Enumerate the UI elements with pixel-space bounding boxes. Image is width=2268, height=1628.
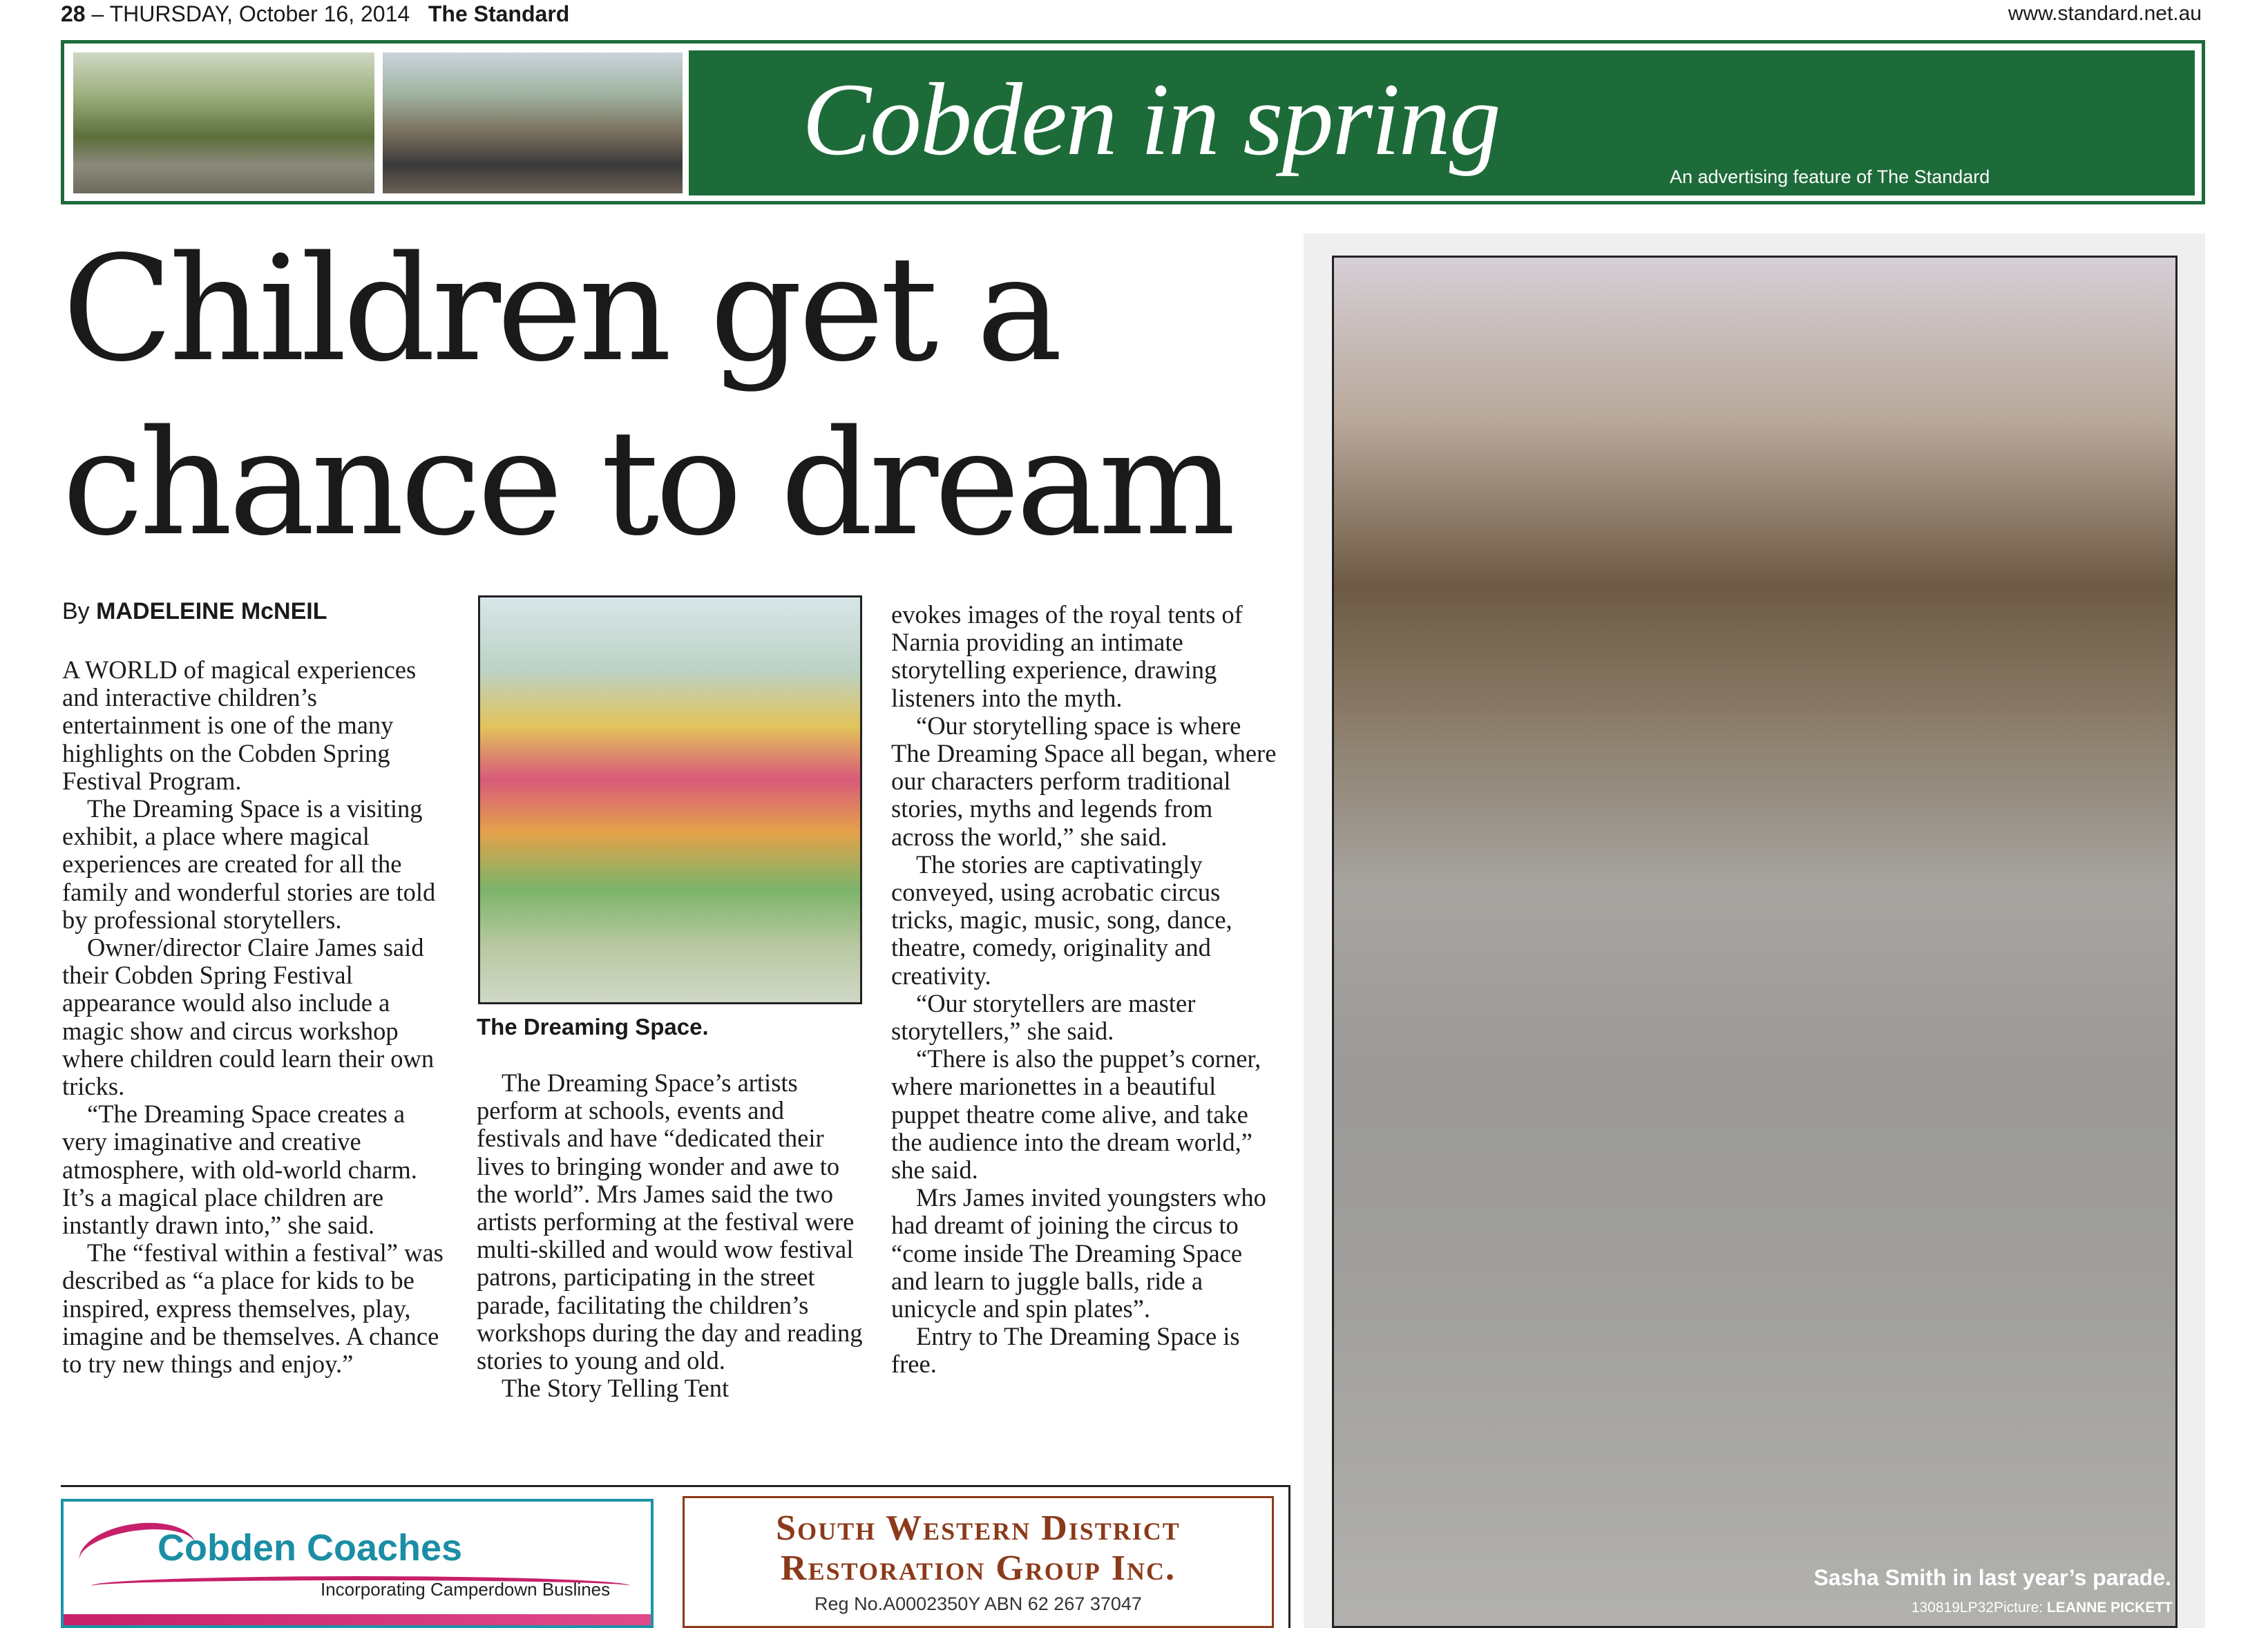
dreaming-space-photo <box>478 595 862 1004</box>
article-column-1 <box>62 656 449 1378</box>
cobden-coaches-ad[interactable] <box>61 1499 654 1628</box>
parade-photo <box>1332 256 2178 1628</box>
restoration-name-line-2: Restoration Group Inc. <box>781 1549 1176 1588</box>
paragraph: Mrs James invited youngsters who had dreamt of joining the circus to “come inside The Dreaming Space and learn to juggle balls, ride a unicycle and spin plates”. <box>891 1183 1266 1323</box>
paragraph: The Dreaming Space’s artists perform at schools, events and festivals and have “dedicated their lives to bringing wonder and awe to the world”. Mrs James said the two artists performing at the festival were multi-skilled and would wow festival patrons, participating in the street parade, facilitating the children’s workshops during the day and reading stories to young and old. <box>477 1069 863 1375</box>
restoration-group-ad[interactable] <box>683 1496 1274 1628</box>
article-headline <box>62 222 1306 571</box>
issue-date: – THURSDAY, October 16, 2014 <box>91 1 410 26</box>
website-url: www.standard.net.au <box>2008 2 2202 25</box>
paragraph: “There is also the puppet’s corner, where marionettes in a beautiful puppet theatre come alive, and take the audience into the dream world,” she said. <box>891 1044 1261 1185</box>
paragraph: “Our storytelling space is where The Dreaming Space all began, where our characters perform traditional stories, myths and legends from across the world,” she said. <box>891 711 1277 851</box>
paragraph: “The Dreaming Space creates a very imaginative and creative atmosphere, with old-world charm. It’s a magical place children are instantly drawn into,” she said. <box>62 1100 417 1240</box>
photographer-name: LEANNE PICKETT <box>2046 1600 2173 1616</box>
paragraph: The stories are captivatingly conveyed, using acrobatic circus tricks, magic, music, song, dance, theatre, comedy, originality and creativity. <box>891 850 1232 990</box>
byline-author: MADELEINE McNEIL <box>96 598 327 624</box>
page-number: 28 <box>61 1 86 26</box>
photo-credit-label: Picture: <box>1993 1600 2043 1616</box>
paragraph: Owner/director Claire James said their Cobden Spring Festival appearance would also include a magic show and circus workshop where children could learn their own tricks. <box>62 933 435 1101</box>
paragraph: “Our storytellers are master storytellers,” she said. <box>891 988 1196 1046</box>
coaches-subline: Incorporating Camperdown Buslines <box>321 1579 611 1600</box>
section-banner <box>61 40 2205 204</box>
coaches-company-name: Cobden Coaches <box>158 1527 463 1569</box>
restoration-registration: Reg No.A0002350Y ABN 62 267 37047 <box>814 1593 1142 1614</box>
main-photo-caption: Sasha Smith in last year’s parade. <box>1813 1565 2171 1590</box>
section-tagline: An advertising feature of The Standard <box>1670 166 1990 187</box>
photo-credit <box>1912 1600 2173 1616</box>
ad-colour-band <box>64 1614 651 1625</box>
paragraph: The Dreaming Space is a visiting exhibit, a place where magical experiences are created for all the family and wonderful stories are told by professional storytellers. <box>62 794 436 934</box>
headline-line-1: Children get a <box>62 224 1059 394</box>
byline-prefix: By <box>62 598 90 624</box>
ad-divider-rule <box>61 1485 1290 1487</box>
ad-divider-rule-vertical <box>1288 1485 1290 1628</box>
banner-photo-street <box>71 50 377 195</box>
photo-code: 130819LP32 <box>1911 1600 1994 1616</box>
article-column-3 <box>891 601 1278 1379</box>
paragraph: A WORLD of magical experiences and interactive children’s entertainment is one of the many highlights on the Cobden Spring Festival Program. <box>62 655 417 795</box>
banner-title-panel <box>689 50 2195 195</box>
paragraph: Entry to The Dreaming Space is free. <box>891 1322 1240 1379</box>
paragraph: evokes images of the royal tents of Narnia providing an intimate storytelling experience, drawing listeners into the myth. <box>891 600 1243 712</box>
paragraph: The “festival within a festival” was described as “a place for kids to be inspired, express themselves, play, imagine and be themselves. A chance to try new things and enjoy.” <box>62 1238 444 1379</box>
paragraph: The Story Telling Tent <box>502 1374 730 1403</box>
article-column-2 <box>477 1069 864 1402</box>
headline-line-2: chance to dream <box>62 399 1232 568</box>
inset-photo-caption: The Dreaming Space. <box>477 1014 709 1040</box>
byline <box>62 598 327 625</box>
folio <box>61 0 569 28</box>
section-title: Cobden in spring <box>802 62 1500 177</box>
banner-photo-cyclists <box>381 50 685 195</box>
restoration-name-line-1: South Western District <box>776 1509 1181 1548</box>
publication-name: The Standard <box>428 1 570 26</box>
